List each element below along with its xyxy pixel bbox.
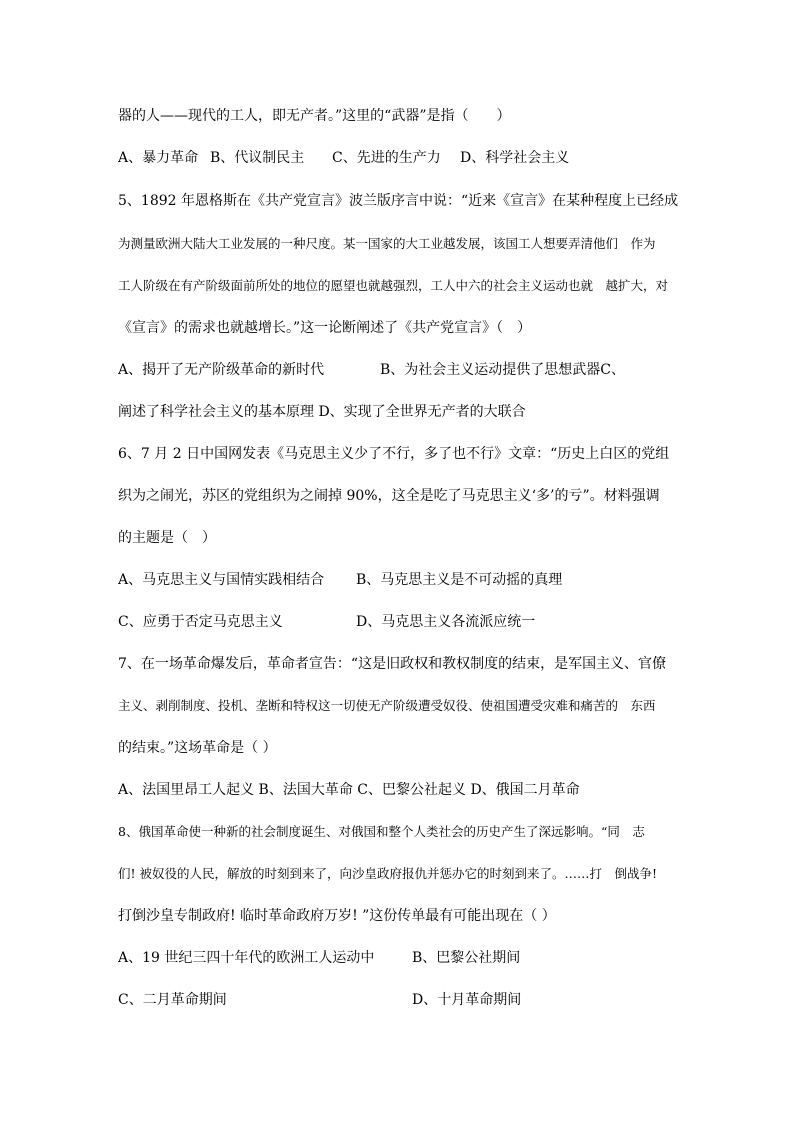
q7-stem-line-1: 7、在一场革命爆发后，革命者宣告：“这是旧政权和教权制度的结束，是军国主义、官僚 — [118, 656, 667, 672]
q6-options-line-2 — [118, 613, 688, 631]
q8-stem-line-3: 打倒沙皇专制政府! 临时革命政府万岁! ”这份传单最有可能出现在（ ） — [118, 908, 556, 924]
q5-stem-line-3: 工人阶级在有产阶级面前所处的地位的愿望也就越强烈，工人中六的社会主义运动也就 越扩大，对 — [118, 278, 669, 293]
q5-option-b: B、为社会主义运动提供了思想武器C、 — [380, 362, 625, 378]
q6-stem-line-3: 的主题是（ ） — [118, 530, 216, 546]
q7-stem-line-2: 主义、剥削制度、投机、垄断和特权这一切使无产阶级遭受奴役、使祖国遭受灾难和痛苦的 东西 — [118, 698, 656, 713]
q8-option-b: B、巴黎公社期间 — [412, 950, 521, 966]
q4-option-c: C、先进的生产力 — [332, 150, 441, 166]
q6-options-line-1 — [118, 571, 688, 589]
q5-stem-line-4: 《宣言》的需求也就越增长。”这一论断阐述了《共产党宣言》（ ） — [118, 320, 532, 336]
q6-stem-line-2: 织为之闹光，苏区的党组织为之闹掉 90%，这全是吃了马克思主义‘多’的亏”。材料强调 — [118, 488, 660, 504]
q8-stem-line-1: 8、俄国革命使一种新的社会制度诞生、对俄国和整个人类社会的历史产生了深远影响。“同 志 — [118, 824, 645, 839]
q4-options — [118, 149, 688, 167]
q4-option-a: A、暴力革命 — [118, 150, 199, 166]
q4-stem-end: 器的人——现代的工人，即无产者。”这里的“武器”是指（ ） — [118, 108, 511, 124]
q7-options: A、法国里昂工人起义 B、法国大革命 C、巴黎公社起义 D、俄国二月革命 — [118, 782, 580, 798]
q5-stem-line-1: 5、1892 年恩格斯在《共产党宣言》波兰版序言中说：“近来《宣言》在某种程度上已经成 — [118, 193, 679, 209]
q6-option-d: D、马克思主义各流派应统一 — [356, 614, 536, 630]
q8-option-a: A、19 世纪三四十年代的欧洲工人运动中 — [118, 950, 375, 966]
q5-options-line-1 — [118, 361, 688, 379]
q8-stem-line-2: 们! 被奴役的人民，解放的时刻到来了，向沙皇政府报仇并惩办它的时刻到来了。……打 倒战争! — [118, 866, 658, 881]
q5-stem-line-2: 为测量欧洲大陆大工业发展的一种尺度。某一国家的大工业越发展，该国工人想要弄清他们 作为 — [118, 236, 656, 251]
q6-option-a: A、马克思主义与国情实践相结合 — [118, 572, 325, 588]
q4-option-d: D、科学社会主义 — [460, 150, 570, 166]
q8-options-line-1 — [118, 949, 688, 967]
q6-option-c: C、应勇于否定马克思主义 — [118, 614, 283, 630]
q7-stem-line-3: 的结束。”这场革命是（ ） — [118, 740, 277, 756]
q6-option-b: B、马克思主义是不可动摇的真理 — [356, 572, 563, 588]
q8-option-c: C、二月革命期间 — [118, 992, 227, 1008]
q6-stem-line-1: 6、7 月 2 日中国网发表《马克思主义少了不行，多了也不行》文章：“历史上白区的党组 — [118, 446, 670, 462]
q8-option-d: D、十月革命期间 — [412, 992, 522, 1008]
q5-options-line-2: 阐述了科学社会主义的基本原理 D、实现了全世界无产者的大联合 — [118, 404, 526, 420]
q8-options-line-2 — [118, 991, 688, 1009]
q5-option-a: A、揭开了无产阶级革命的新时代 — [118, 362, 325, 378]
q4-option-b: B、代议制民主 — [210, 150, 305, 166]
